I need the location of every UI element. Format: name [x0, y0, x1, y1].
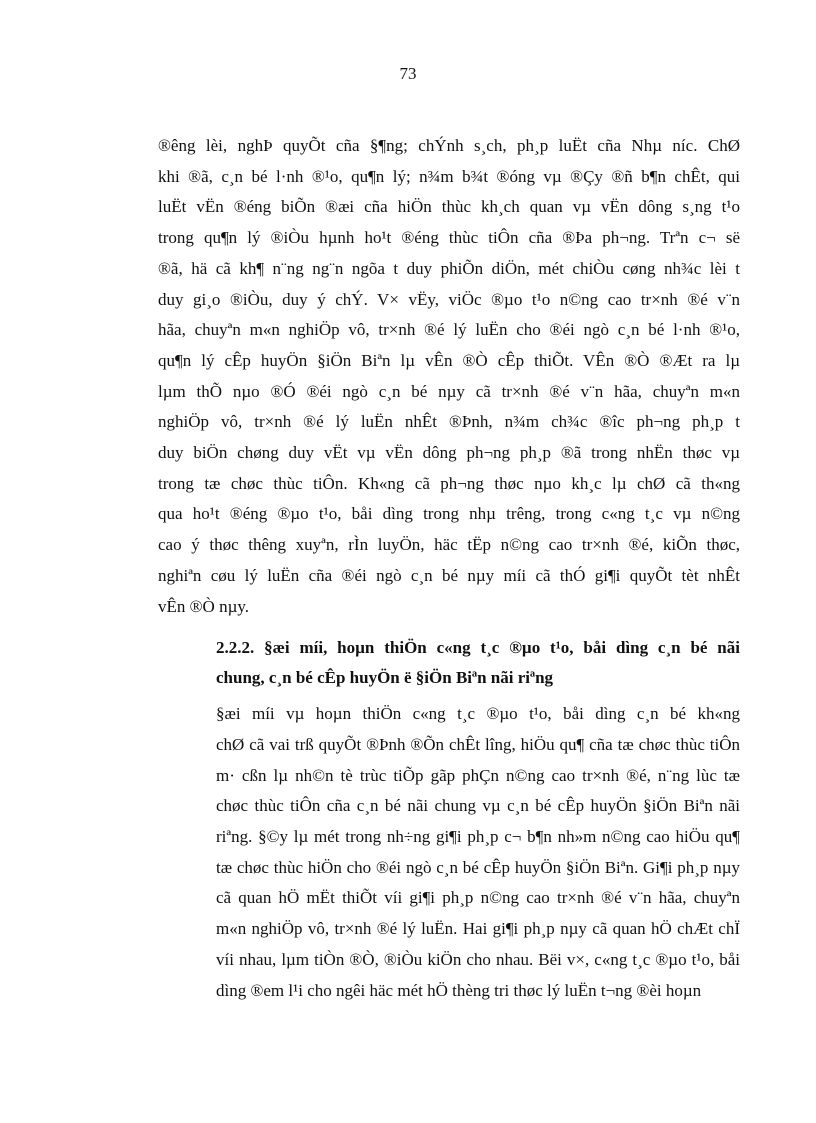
text-line: tæ chøc thùc hiÖn cho ®éi ngò c¸n bé cÊp huyÖn §iÖn Biªn. Gi¶i ph¸p nµy [216, 857, 740, 877]
text-line: lµm thÕ nµo ®Ó ®éi ngò c¸n bé nµy cã tr×nh ®é v¨n hãa, chuyªn m«n [158, 381, 740, 401]
text-line: m· cßn lµ nh©n tè trùc tiÕp gãp phÇn n©ng cao tr×nh ®é, n¨ng lùc tæ [216, 765, 740, 785]
text-line: 2.2.2. §æi míi, hoµn thiÖn c«ng t¸c ®µo t¹o, båi dìng c¸n bé nãi [216, 638, 740, 658]
paragraph-1 [158, 131, 740, 622]
text-line: ®êng lèi, nghÞ quyÕt cña §¶ng; chÝnh s¸ch, ph¸p luËt cña Nhµ níc. ChØ [158, 136, 740, 155]
text-line: khi ®ã, c¸n bé l·nh ®¹o, qu¶n lý; n¾m b¾t ®óng vµ ®Çy ®ñ b¶n chÊt, qui [158, 166, 740, 186]
text-line: víi nhau, lµm tiÒn ®Ò, ®iÒu kiÖn cho nhau. Bëi v×, c«ng t¸c ®µo t¹o, båi [216, 949, 740, 969]
document-body [158, 131, 740, 1006]
text-line: nghiÖp vô, tr×nh ®é lý luËn nhÊt ®Þnh, n¾m ch¾c ®îc ph¬ng ph¸p t [158, 412, 740, 432]
text-line: riªng. §©y lµ mét trong nh÷ng gi¶i ph¸p c¬ b¶n nh»m n©ng cao hiÖu qu¶ [216, 827, 740, 847]
paragraph-2 [158, 699, 740, 1006]
text-line: cao ý thøc thêng xuyªn, rÌn luyÖn, häc tËp n©ng cao tr×nh ®é, kiÕn thøc, [158, 535, 740, 555]
text-line: luËt vËn ®éng biÕn ®æi cña hiÖn thùc kh¸ch quan vµ vËn dông s¸ng t¹o [158, 197, 740, 217]
text-line: hãa, chuyªn m«n nghiÖp vô, tr×nh ®é lý luËn cho ®éi ngò c¸n bé l·nh ®¹o, [158, 320, 740, 340]
text-line: nghiªn cøu lý luËn cña ®éi ngò c¸n bé nµy míi cã thÓ gi¶i quyÕt tèt nhÊt [158, 565, 740, 585]
text-line: trong tæ chøc thùc tiÔn. Kh«ng cã ph¬ng thøc nµo kh¸c lµ chØ cã th«ng [158, 473, 740, 493]
text-line: chung, c¸n bé cÊp huyÖn ë §iÖn Biªn nãi riªng [216, 668, 554, 688]
text-line: cã quan hÖ mËt thiÕt víi gi¶i ph¸p n©ng cao tr×nh ®é v¨n hãa, chuyªn [216, 888, 740, 908]
text-line: qua ho¹t ®éng ®µo t¹o, båi dìng trong nhµ trêng, trong c«ng t¸c vµ n©ng [158, 504, 740, 524]
text-line: dìng ®em l¹i cho ngêi häc mét hÖ thèng tri thøc lý luËn t¬ng ®èi hoµn [216, 980, 702, 1000]
text-line: qu¶n lý cÊp huyÖn §iÖn Biªn lµ vÊn ®Ò cÊp thiÕt. VÊn ®Ò ®Æt ra lµ [158, 350, 740, 370]
text-line: vÊn ®Ò nµy. [158, 596, 250, 616]
text-line: duy biÖn chøng duy vËt vµ vËn dông ph¬ng ph¸p ®ã trong nhËn thøc vµ [158, 443, 740, 463]
text-line: trong qu¶n lý ®iÒu hµnh ho¹t ®éng thùc tiÔn cña ®Þa ph¬ng. Trªn c¬ së [158, 228, 740, 248]
text-line: duy gi¸o ®iÒu, duy ý chÝ. V× vËy, viÖc ®µo t¹o n©ng cao tr×nh ®é v¨n [158, 289, 740, 309]
page-number: 73 [399, 64, 417, 83]
text-line: §æi míi vµ hoµn thiÖn c«ng t¸c ®µo t¹o, båi dìng c¸n bé kh«ng [216, 704, 740, 724]
text-line: chøc thùc tiÔn cña c¸n bé nãi chung vµ c¸n bé cÊp huyÖn §iÖn Biªn nãi [216, 796, 740, 816]
text-line: chØ cã vai trß quyÕt ®Þnh ®Õn chÊt lîng, hiÖu qu¶ cña tæ chøc thùc tiÔn [216, 734, 740, 754]
section-heading-2-2-2 [158, 633, 740, 693]
text-line: ®ã, hä cã kh¶ n¨ng ng¨n ngõa t duy phiÕn diÖn, mét chiÒu cøng nh¾c lèi t [158, 258, 740, 278]
text-line: m«n nghiÖp vô, tr×nh ®é lý luËn. Hai gi¶i ph¸p nµy cã quan hÖ chÆt chÏ [216, 919, 740, 939]
